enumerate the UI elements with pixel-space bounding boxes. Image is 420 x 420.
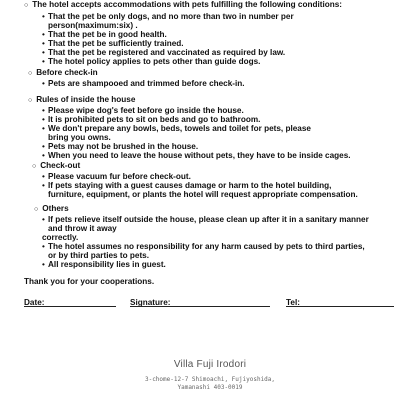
circle-marker-icon: ○	[34, 206, 39, 213]
list-item: • Please wipe dog's feet before go inside the house.	[42, 106, 351, 115]
hotel-address: 3-chome-12-7 Shimoachi, Fujiyoshida, Yamanashi 403-0019	[144, 376, 276, 391]
list-item-continuation: person(maximum:six) .	[48, 21, 138, 30]
list-item: • It is prohibited pets to sit on beds and go to bathroom.	[42, 115, 351, 124]
hotel-name: Villa Fuji Irodori	[173, 359, 247, 370]
list-item: • The hotel policy applies to pets other than guide dogs.	[42, 57, 342, 66]
list-item: • That the pet be only dogs, and no more than two in number per person(maximum:six) .	[42, 12, 342, 30]
list-item: • Pets may not be brushed in the house.	[42, 142, 351, 151]
section-before-check-in	[28, 68, 245, 88]
list-item-continuation: bring you owns.	[48, 133, 111, 142]
list-item: • If pets relieve itself outside the house, please clean up after it in a sanitary manner and throw it away correctly.	[42, 215, 369, 242]
signature-label: Signature:	[130, 298, 171, 307]
list-item-continuation: furniture, equipment, or plants the hotel will request appropriate compensation.	[48, 190, 358, 199]
section-heading: ○ Check-out	[32, 161, 81, 170]
list-item: • If pets staying with a guest causes damage or harm to the hotel building, furniture, equipment, or plants the hotel will request appropriate compensation.	[42, 181, 358, 199]
section-heading: ○ Rules of inside the house	[28, 95, 136, 104]
signature-field[interactable]	[130, 306, 270, 307]
circle-marker-icon: ○	[28, 97, 33, 104]
list-item: • Please vacuum fur before check-out.	[42, 172, 358, 181]
circle-marker-icon: ○	[32, 163, 37, 170]
section-heading: ○ The hotel accepts accommodations with pets fulfilling the following conditions:	[24, 0, 343, 9]
list-item: • All responsibility lies in guest.	[42, 260, 369, 269]
section-conditions	[24, 0, 342, 66]
list-item: • Pets are shampooed and trimmed before check-in.	[42, 79, 245, 88]
date-field[interactable]	[24, 306, 116, 307]
list-item-continuation: correctly.	[42, 233, 79, 242]
list-item: • That the pet be sufficiently trained.	[42, 39, 342, 48]
list-item-continuation: or by third parties to pets.	[48, 251, 149, 260]
section-others	[34, 204, 369, 269]
circle-marker-icon: ○	[24, 2, 29, 9]
circle-marker-icon: ○	[28, 70, 33, 77]
section-heading: ○ Others	[34, 204, 69, 213]
list-item: • That the pet be registered and vaccinated as required by law.	[42, 48, 342, 57]
date-label: Date:	[24, 298, 45, 307]
section-house-rules	[28, 95, 351, 160]
section-heading: ○ Before check-in	[28, 68, 98, 77]
thanks-note: Thank you for your cooperations.	[24, 277, 155, 286]
tel-field[interactable]	[286, 306, 394, 307]
tel-label: Tel:	[286, 298, 300, 307]
list-item: • That the pet be in good health.	[42, 30, 342, 39]
section-check-out	[32, 161, 358, 199]
list-item: • We don't prepare any bowls, beds, towels and toilet for pets, please bring you owns.	[42, 124, 351, 142]
list-item: • The hotel assumes no responsibility for any harm caused by pets to third parties, or by third parties to pets.	[42, 242, 369, 260]
list-item-continuation: and throw it away	[48, 224, 117, 233]
list-item: • When you need to leave the house without pets, they have to be inside cages.	[42, 151, 351, 160]
